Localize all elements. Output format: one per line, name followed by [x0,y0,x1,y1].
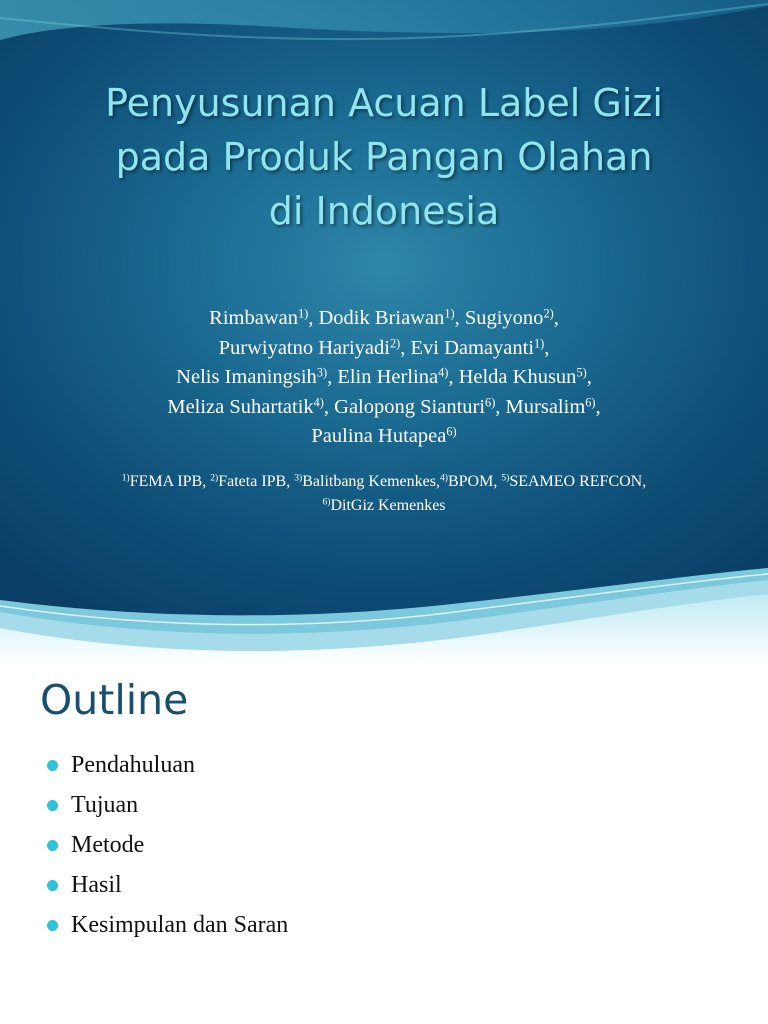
affiliation-name: FEMA IPB [129,473,203,490]
outline-item-label: Kesimpulan dan Saran [71,912,289,938]
outline-item [47,825,288,865]
outline-item [47,745,288,785]
affiliation-line [20,470,748,494]
separator: , [586,366,592,388]
author-affiliation-mark: 1) [444,306,455,321]
affiliation-mark: 4) [439,472,448,484]
author-affiliation-mark: 4) [438,365,449,380]
affiliation-name: BPOM [447,473,494,490]
title-line: Penyusunan Acuan Label Gizi [105,81,663,125]
author-affiliation-mark: 2) [389,335,401,350]
author-line [20,304,748,334]
affiliation-name: DitGiz Kemenkes [330,497,446,514]
outline-item [47,865,288,905]
outline-item [47,785,288,825]
author-name: Paulina Hutapea [311,425,447,447]
separator: , [595,395,601,418]
affiliation-name: Fateta IPB [218,473,287,490]
outline-item-label: Pendahuluan [71,752,195,778]
outline-item-label: Metode [71,832,145,858]
affiliation-list [20,470,748,518]
title-line: pada Produk Pangan Olahan [115,135,653,179]
author-affiliation-mark: 6) [485,394,496,409]
author-name: Elin Herlina [337,366,439,388]
affiliation-line [20,494,748,518]
author-name: Mursalim [505,395,586,418]
author-affiliation-mark: 6) [585,394,596,409]
author-list [20,304,748,452]
author-name: Purwiyatno Hariyadi [218,336,390,359]
author-line [20,422,748,452]
bullet-icon [47,920,58,931]
separator: , [202,473,211,490]
separator: , [286,473,295,490]
separator: , [308,307,319,329]
author-affiliation-mark: 1) [298,306,309,321]
separator: , [454,307,465,329]
author-name: Evi Damayanti [410,336,535,359]
slide-title [20,76,748,238]
author-name: Sugiyono [464,307,544,329]
separator: , [323,395,335,418]
affiliation-mark: 5) [501,472,510,484]
bullet-icon [47,840,58,851]
author-name: Helda Khusun [458,366,577,388]
separator: , [400,336,411,359]
author-line [20,393,748,423]
separator: , [493,473,502,490]
affiliation-mark: 2) [210,472,219,484]
bullet-icon [47,880,58,891]
author-name: Rimbawan [209,307,298,329]
separator: , [327,366,338,388]
author-name: Dodik Briawan [318,307,445,329]
outline-item-label: Tujuan [71,792,139,818]
author-affiliation-mark: 1) [534,335,545,350]
author-name: Meliza Suhartatik [167,395,314,418]
bullet-icon [47,800,58,811]
separator: , [448,366,459,388]
affiliation-mark: 1) [121,472,130,484]
bullet-icon [47,760,58,771]
author-affiliation-mark: 6) [446,424,457,439]
outline-title: Outline [40,676,189,724]
separator: , [553,307,559,329]
author-name: Nelis Imaningsih [176,366,317,388]
author-line [20,363,748,393]
author-affiliation-mark: 5) [576,365,587,380]
author-affiliation-mark: 2) [543,306,554,321]
separator: , [495,395,506,418]
author-affiliation-mark: 4) [313,394,324,409]
affiliation-name: SEAMEO REFCON, [509,473,647,490]
author-name: Galopong Sianturi [334,395,486,418]
outline-list [47,745,288,945]
affiliation-mark: 6) [322,496,331,508]
author-affiliation-mark: 3) [316,365,328,380]
separator: , [544,336,550,359]
outline-item-label: Hasil [71,872,122,898]
outline-item [47,905,288,945]
affiliation-mark: 3) [294,472,303,484]
title-line: di Indonesia [268,189,500,233]
author-line [20,334,748,364]
affiliation-name: Balitbang Kemenkes, [302,473,440,490]
